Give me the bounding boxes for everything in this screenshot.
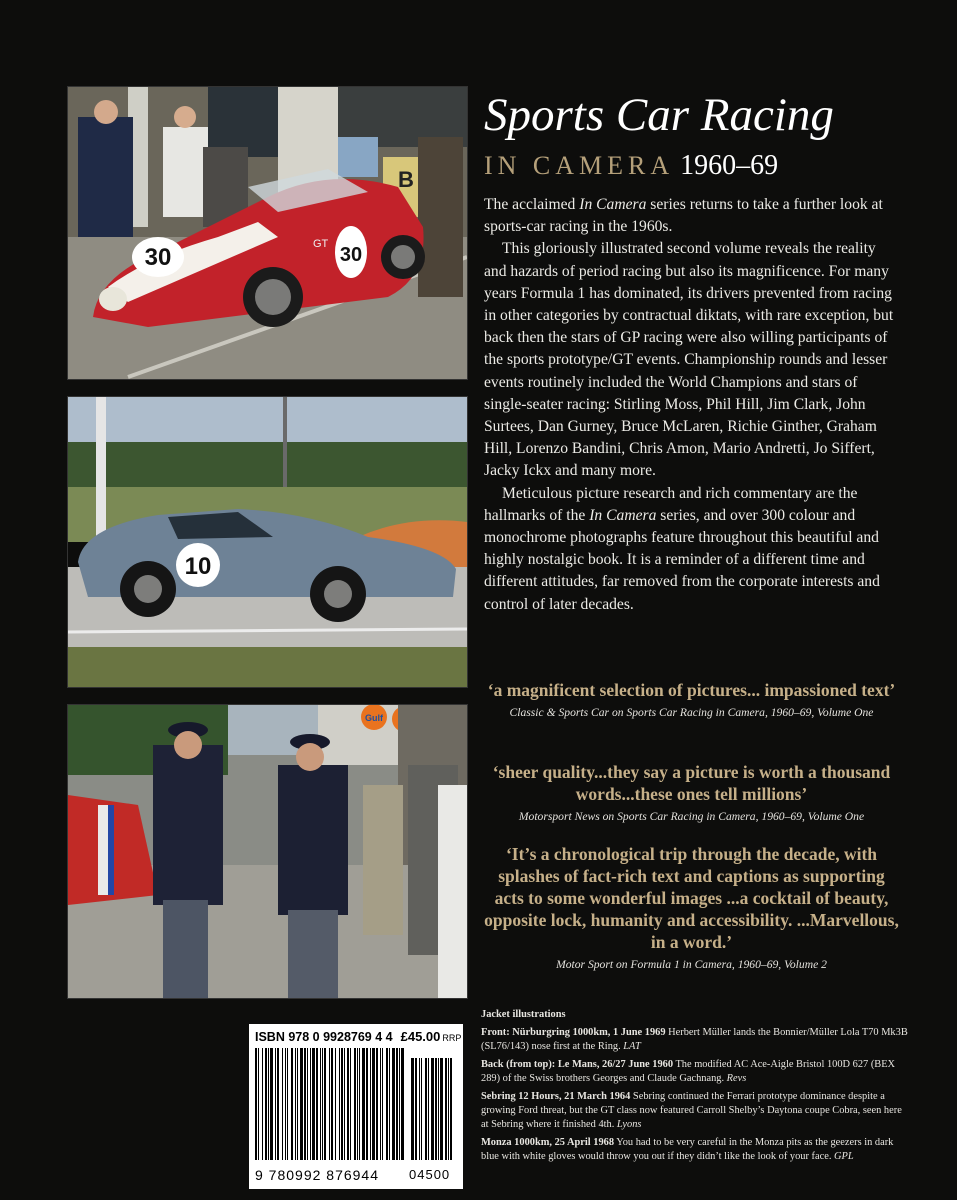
caption-credit: Revs bbox=[726, 1073, 747, 1084]
quote-text: ‘It’s a chronological trip through the decade, with splashes of fact-rich text and captions as supporting acts to some wonderful images ...a cocktail of beauty, opposite lock, humanity and accessibility. ...Marvellous, in a word.’ bbox=[484, 844, 899, 952]
review-quote bbox=[484, 761, 899, 824]
isbn-barcode bbox=[249, 1024, 463, 1189]
rrp-label: RRP bbox=[442, 1033, 462, 1043]
barcode-bar bbox=[329, 1048, 330, 1160]
review-quote bbox=[484, 679, 899, 720]
barcode-bar bbox=[350, 1048, 351, 1160]
caption-text: Sebring continued the Ferrari prototype dominance despite a growing Ford threat, but the GT class now featured Carroll Shelby’s Daytona coupe Cobra, seen here at Sebring where it finished 4th. bbox=[481, 1091, 902, 1130]
barcode-addon-bar bbox=[435, 1058, 437, 1160]
barcode-bar bbox=[270, 1048, 273, 1160]
car-number-30-side: 30 bbox=[339, 244, 363, 266]
barcode-bar bbox=[295, 1048, 296, 1160]
ean-digits: 9 780992 876944 bbox=[255, 1167, 379, 1183]
barcode-bar bbox=[322, 1048, 323, 1160]
car-number-10: 10 bbox=[184, 553, 212, 580]
barcode-bar bbox=[304, 1048, 306, 1160]
barcode-bar bbox=[307, 1048, 308, 1160]
barcode-bar bbox=[396, 1048, 398, 1160]
barcode-bar bbox=[268, 1048, 269, 1160]
barcode-bar bbox=[331, 1048, 333, 1160]
barcode-bar bbox=[341, 1048, 343, 1160]
barcode-addon-bar bbox=[425, 1058, 427, 1160]
barcode-bar bbox=[287, 1048, 288, 1160]
quote-source: Motorsport News on Sports Car Racing in Camera, 1960–69, Volume One bbox=[518, 810, 865, 823]
blurb-p1-text-end: series returns to take a further look at sports-car racing in the 1960s. bbox=[484, 196, 883, 236]
blurb-p1-text: The acclaimed bbox=[484, 196, 580, 213]
jacket-illustrations bbox=[481, 1008, 911, 1168]
barcode-addon-bar bbox=[428, 1058, 429, 1160]
series-name: IN CAMERA bbox=[484, 151, 675, 180]
jacket-caption bbox=[481, 1026, 911, 1054]
barcode-bar bbox=[366, 1048, 368, 1160]
barcode-bar bbox=[300, 1048, 303, 1160]
caption-credit: GPL bbox=[834, 1151, 854, 1162]
barcode-addon-bar bbox=[415, 1058, 417, 1160]
blurb-paragraph-3 bbox=[484, 483, 899, 616]
barcode-bar bbox=[339, 1048, 340, 1160]
barcode-bar bbox=[258, 1048, 259, 1160]
barcode-bar bbox=[389, 1048, 390, 1160]
book-years: 1960–69 bbox=[680, 150, 779, 181]
quote-text: ‘sheer quality...they say a picture is worth a thousand words...these ones tell millions’ bbox=[492, 762, 891, 804]
barcode-bar bbox=[262, 1048, 263, 1160]
caption-label: Monza 1000km, 25 April 1968 bbox=[481, 1137, 615, 1148]
isbn-price-line bbox=[255, 1029, 461, 1044]
barcode-addon-bar bbox=[448, 1058, 449, 1160]
barcode-addon-bar bbox=[411, 1058, 414, 1160]
barcode-bar bbox=[344, 1048, 345, 1160]
barcode-bar bbox=[316, 1048, 318, 1160]
review-quote bbox=[484, 843, 899, 972]
barcode-bar bbox=[347, 1048, 349, 1160]
barcode-bar bbox=[285, 1048, 286, 1160]
barcode-bar bbox=[401, 1048, 404, 1160]
barcode-addon-bar bbox=[438, 1058, 439, 1160]
quote-text: ‘a magnificent selection of pictures... impassioned text’ bbox=[487, 680, 896, 700]
barcode-bar bbox=[392, 1048, 395, 1160]
barcode-bars bbox=[255, 1048, 457, 1166]
barcode-bar bbox=[277, 1048, 279, 1160]
photo-red-ferrari-30 bbox=[67, 86, 468, 380]
blurb-p3-series: In Camera bbox=[589, 506, 657, 524]
blurb-p3-text: Meticulous picture research and rich commentary are the hallmarks of the bbox=[484, 484, 858, 524]
barcode-bar bbox=[382, 1048, 383, 1160]
barcode-bar bbox=[386, 1048, 388, 1160]
book-title: Sports Car Racing bbox=[484, 89, 834, 141]
blurb-paragraph-1 bbox=[484, 194, 899, 238]
caption-label: Front: Nürburgring 1000km, 1 June 1969 bbox=[481, 1027, 666, 1038]
quote-source: Classic & Sports Car on Sports Car Racing in Camera, 1960–69, Volume One bbox=[509, 706, 874, 719]
barcode-bar bbox=[255, 1048, 257, 1160]
barcode-bar bbox=[297, 1048, 298, 1160]
price: £45.00 bbox=[400, 1029, 441, 1044]
quote-source: Motor Sport on Formula 1 in Camera, 1960–69, Volume 2 bbox=[556, 958, 827, 971]
gulf-sign: Gulf bbox=[365, 713, 383, 723]
barcode-bar bbox=[275, 1048, 276, 1160]
isbn-number: ISBN 978 0 9928769 4 4 bbox=[255, 1030, 393, 1044]
barcode-bar bbox=[376, 1048, 378, 1160]
barcode-bar bbox=[265, 1048, 267, 1160]
caption-credit: Lyons bbox=[616, 1119, 642, 1130]
caption-credit: LAT bbox=[623, 1041, 641, 1052]
barcode-bar bbox=[370, 1048, 371, 1160]
jacket-heading: Jacket illustrations bbox=[481, 1009, 566, 1020]
barcode-bar bbox=[354, 1048, 356, 1160]
barcode-addon-bar bbox=[421, 1058, 422, 1160]
barcode-bar bbox=[362, 1048, 365, 1160]
barcode-bar bbox=[359, 1048, 360, 1160]
barcode-addon-bar bbox=[440, 1058, 443, 1160]
pit-sign-letter: B bbox=[398, 167, 414, 192]
barcode-addon-bar bbox=[450, 1058, 452, 1160]
book-subtitle bbox=[484, 150, 778, 182]
blurb-p1-series: In Camera bbox=[579, 196, 647, 213]
barcode-bar bbox=[324, 1048, 326, 1160]
caption-text: The modified AC Ace-Aigle Bristol 100D 627 (BEX 289) of the Swiss brothers Georges and Claude Gachnang. bbox=[481, 1059, 896, 1084]
caption-text: You had to be very careful in the Monza pits as the geezers in dark blue with white gloves would throw you out if they didn’t like the look of your face. bbox=[481, 1137, 894, 1162]
caption-label: Sebring 12 Hours, 21 March 1964 bbox=[481, 1091, 631, 1102]
barcode-bar bbox=[357, 1048, 358, 1160]
caption-text: Herbert Müller lands the Bonnier/Müller Lola T70 Mk3B (SL76/143) nose first at the Ring. bbox=[481, 1027, 908, 1052]
caption-label: Back (from top): Le Mans, 26/27 June 1960 bbox=[481, 1059, 674, 1070]
photo-blue-cobra-10 bbox=[67, 396, 468, 688]
barcode-bar bbox=[335, 1048, 336, 1160]
barcode-bar bbox=[310, 1048, 311, 1160]
blurb-paragraph-2: This gloriously illustrated second volume reveals the reality and hazards of period racing but also its magnificence. For many years Formula 1 has dominated, its drivers prevented from racing in other categories by contractual diktats, with rare exception, but back then the stars of GP racing were also willing participants of the sports prototype/GT events. Championship rounds and lesser events routinely included the World Champions and stars of single-seater racing: Stirling Moss, Phil Hill, Jim Clark, John Surtees, Dan Gurney, Bruce McLaren, Richie Ginther, Graham Hill, Lorenzo Bandini, Chris Amon, Mario Andretti, Jo Siffert, Jacky Ickx and many more. bbox=[484, 240, 894, 480]
blurb-p3-text-end: series, and over 300 colour and monochrome photographs feature throughout this beautiful and highly nostalgic book. It is a reminder of a different time and different attitudes, far removed from the corporate interests and control of later decades. bbox=[484, 506, 880, 613]
barcode-bar bbox=[372, 1048, 375, 1160]
car-number-30: 30 bbox=[144, 244, 172, 271]
barcode-bar bbox=[320, 1048, 321, 1160]
ean-addon-digits: 04500 bbox=[409, 1167, 451, 1182]
barcode-bar bbox=[291, 1048, 293, 1160]
barcode-addon-bar bbox=[419, 1058, 420, 1160]
barcode-bar bbox=[399, 1048, 400, 1160]
photo-monza-pits bbox=[67, 704, 468, 999]
jacket-caption bbox=[481, 1136, 911, 1164]
jacket-caption bbox=[481, 1058, 911, 1086]
barcode-addon-bar bbox=[445, 1058, 447, 1160]
book-blurb bbox=[484, 194, 899, 616]
barcode-bar bbox=[380, 1048, 381, 1160]
car-plate: GT bbox=[313, 238, 329, 250]
barcode-bar bbox=[282, 1048, 283, 1160]
jacket-caption bbox=[481, 1090, 911, 1132]
barcode-addon-bar bbox=[431, 1058, 434, 1160]
barcode-bar bbox=[312, 1048, 315, 1160]
